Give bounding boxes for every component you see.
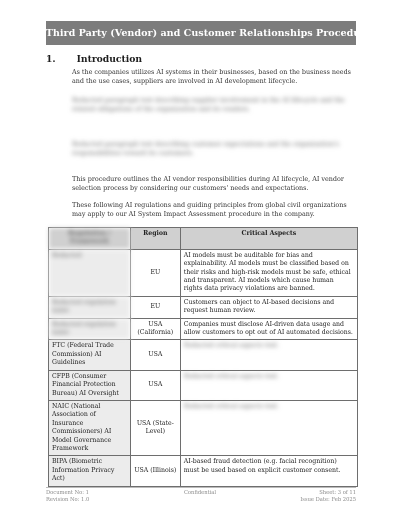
cell-framework: Redacted <box>49 249 131 296</box>
cell-critical-aspects: Redacted critical aspects text. <box>180 370 357 400</box>
cell-region: USA (Illinois) <box>130 456 180 486</box>
document-title: AI Third Party (Vendor) and Customer Relationships Procedure <box>30 27 372 39</box>
footer-divider <box>46 487 356 488</box>
footer-right <box>300 490 356 504</box>
footer-classification: Confidential <box>183 490 217 496</box>
table-row <box>49 400 358 455</box>
cell-critical-aspects: Companies must disclose AI-driven data usage and allow customers to opt out of AI automated decisions. <box>180 318 357 340</box>
table-row <box>49 318 358 340</box>
intro-paragraph-4: This procedure outlines the AI vendor responsibilities during AI lifecycle, AI vendor selection process by considering our customers' needs and expectations. <box>72 175 344 193</box>
footer-rev-no: Revision No: 1.0 <box>46 497 90 503</box>
footer-sheet: Sheet: 3 of 11 <box>319 490 356 496</box>
cell-framework: CFPB (Consumer Financial Protection Bureau) AI Oversight <box>49 370 131 400</box>
cell-region: USA (State-Level) <box>130 400 180 455</box>
cell-framework: FTC (Federal Trade Commission) AI Guidelines <box>49 340 131 370</box>
cell-region: USA <box>130 340 180 370</box>
table-row <box>49 249 358 296</box>
cell-region: USA <box>130 370 180 400</box>
section-heading <box>46 54 142 65</box>
footer-doc-no: Document No: 1 <box>46 490 89 496</box>
table-row <box>49 296 358 318</box>
cell-region: USA (California) <box>130 318 180 340</box>
cell-framework: NAIC (National Association of Insurance Commissioners) AI Model Governance Framework <box>49 400 131 455</box>
cell-region: EU <box>130 249 180 296</box>
table-header-row <box>49 228 358 250</box>
cell-critical-aspects: Redacted critical aspects text. <box>180 340 357 370</box>
header-critical-aspects: Critical Aspects <box>180 228 357 250</box>
section-number: 1. <box>46 54 56 65</box>
redacted-paragraph-3: Redacted paragraph text describing customer expectations and the organization's responsibilities toward its customers. <box>72 140 339 158</box>
regulations-table <box>48 227 358 487</box>
header-framework: Regulation / Framework <box>49 228 131 250</box>
cell-critical-aspects: Customers can object to AI-based decisions and request human review. <box>180 296 357 318</box>
section-title: Introduction <box>76 54 143 65</box>
table-row <box>49 340 358 370</box>
cell-framework: Redacted regulation name <box>49 296 131 318</box>
cell-critical-aspects: AI-based fraud detection (e.g. facial recognition) must be used based on explicit customer consent. <box>180 456 357 486</box>
document-title-bar <box>30 21 372 45</box>
cell-critical-aspects: Redacted critical aspects text. <box>180 400 357 455</box>
cell-framework: BIPA (Biometric Information Privacy Act) <box>49 456 131 486</box>
intro-paragraph-5: These following AI regulations and guiding principles from global civil organizations may apply to our AI System Impact Assessment procedure in the company. <box>72 201 347 219</box>
table-row <box>49 456 358 486</box>
intro-paragraph-1: As the companies utilizes AI systems in their businesses, based on the business needs and the use cases, suppliers are involved in AI development lifecycle. <box>72 68 351 86</box>
footer-issue-date: Issue Date: Feb 2025 <box>300 497 356 503</box>
cell-critical-aspects: AI models must be auditable for bias and explainability. AI models must be classified based on their risks and high-risk models must be safe, ethical and transparent. AI models which cause human rights data privacy violations are banned. <box>180 249 357 296</box>
cell-region: EU <box>130 296 180 318</box>
table-row <box>49 370 358 400</box>
cell-framework: Redacted regulation name <box>49 318 131 340</box>
header-region: Region <box>130 228 180 250</box>
redacted-paragraph-2: Redacted paragraph text describing supplier involvement in the AI lifecycle and the related obligations of the organization and its vendors. <box>72 96 345 114</box>
